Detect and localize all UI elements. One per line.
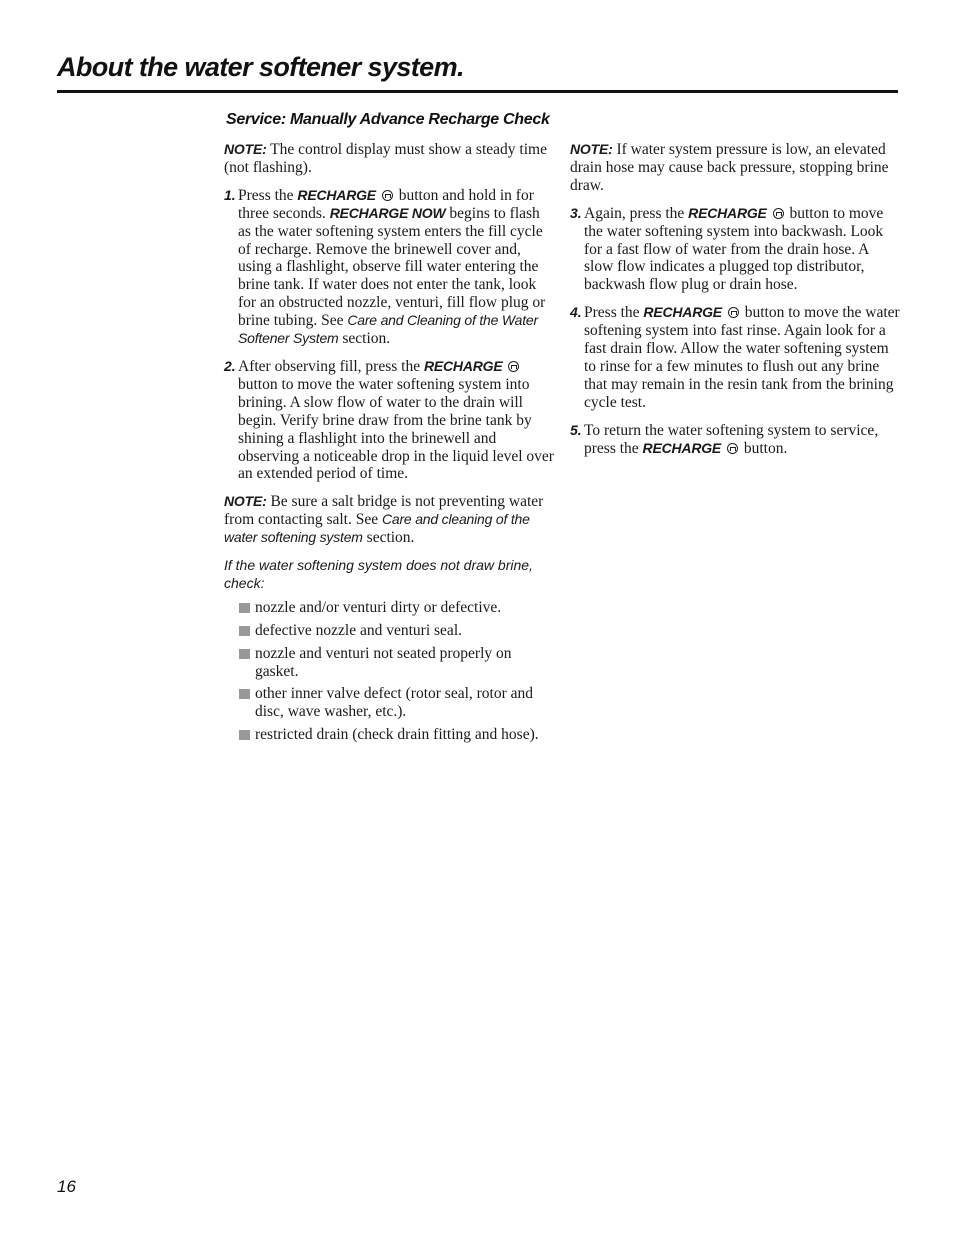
- step-number: 4.: [570, 304, 582, 321]
- list-item: [239, 645, 554, 681]
- step-5: [570, 422, 900, 458]
- text-run: button to move the water softening system into fast rinse. Again look for a fast drain flow. Allow the water softening system to rinse for a few minutes to flush out any brine that may remain in the resin tank from the brining cycle test.: [584, 304, 900, 411]
- note-label: NOTE:: [224, 493, 267, 510]
- step-text: [584, 205, 900, 295]
- recharge-button-icon: [727, 443, 738, 454]
- text-run: Press the: [584, 304, 644, 322]
- list-item-text: defective nozzle and venturi seal.: [255, 621, 462, 639]
- page-title: About the water softener system.: [57, 52, 464, 82]
- step-number: 3.: [570, 204, 582, 221]
- text-run: button to move the water softening system into backwash. Look for a fast flow of water from the drain hose. A slow flow indicates a plugged top distributor, backwash flow plug or drain hose.: [584, 204, 884, 294]
- recharge-label: RECHARGE: [423, 357, 503, 374]
- list-item-text: restricted drain (check drain fitting and hose).: [255, 726, 539, 744]
- note-label: NOTE:: [570, 141, 613, 157]
- text-run: button and hold in for three seconds.: [238, 186, 534, 222]
- square-bullet-icon: [239, 689, 250, 699]
- step-number: 5.: [570, 421, 582, 438]
- step-number: 1.: [224, 186, 236, 203]
- note-text: The control display must show a steady time (not flashing).: [224, 141, 547, 176]
- list-item-text: nozzle and venturi not seated properly on gasket.: [255, 644, 512, 680]
- text-run: Be sure a salt bridge is not preventing water from contacting salt. See: [224, 493, 544, 529]
- step-3: [570, 205, 900, 295]
- step-text: [238, 358, 554, 483]
- step-text: [238, 187, 554, 348]
- recharge-button-icon: [773, 208, 784, 219]
- text-run: section.: [362, 529, 415, 547]
- text-run: section.: [338, 330, 391, 348]
- check-intro: If the water softening system does not draw brine, check:: [224, 557, 533, 591]
- text-run: begins to flash as the water softening system enters the fill cycle of recharge. Remove the brinewell cover and, using a flashlight, observe fill water entering the brine tank. If water does not enter the tank, look for an obstructed nozzle, venturi, fill flow plug or brine tubing. See: [238, 204, 546, 330]
- note-display: [224, 141, 554, 177]
- recharge-label: RECHARGE: [688, 204, 767, 221]
- header-rule: [57, 90, 898, 93]
- square-bullet-icon: [239, 603, 250, 613]
- recharge-button-icon: [728, 307, 739, 318]
- text-run: button.: [739, 439, 788, 457]
- square-bullet-icon: [239, 730, 250, 740]
- recharge-now-label: RECHARGE NOW: [329, 204, 446, 221]
- step-2: [224, 358, 554, 483]
- list-item-text: other inner valve defect (rotor seal, rotor and disc, wave washer, etc.).: [255, 685, 534, 721]
- left-column: [224, 141, 554, 749]
- list-item: [239, 599, 554, 617]
- note-salt-bridge: [224, 493, 554, 547]
- square-bullet-icon: [239, 649, 250, 659]
- check-list: [224, 599, 554, 744]
- step-number: 2.: [224, 357, 236, 374]
- square-bullet-icon: [239, 626, 250, 636]
- text-run: Press the: [238, 186, 298, 204]
- text-run: button to move the water softening system into brining. A slow flow of water to the drain will begin. Verify brine draw from the brine tank by shining a flashlight into the brinewell and observing a noticeable drop in the liquid level over an extended period of time.: [238, 375, 554, 483]
- step-4: [570, 304, 900, 411]
- recharge-label: RECHARGE: [642, 439, 722, 456]
- reference-care-cleaning: Care and cleaning of the water softening system: [224, 511, 530, 546]
- text-run: To return the water softening system to service, press the: [584, 421, 879, 457]
- recharge-button-icon: [508, 361, 519, 372]
- recharge-button-icon: [382, 190, 393, 201]
- list-item: [239, 726, 554, 744]
- right-column: [570, 141, 900, 468]
- list-item: [239, 622, 554, 640]
- reference-care-cleaning: Care and Cleaning of the Water Softener System: [238, 312, 538, 347]
- list-item-text: nozzle and/or venturi dirty or defective.: [255, 598, 502, 616]
- note-text: If water system pressure is low, an elevated drain hose may cause back pressure, stopping brine draw.: [570, 141, 889, 194]
- page-number: 16: [57, 1177, 76, 1196]
- note-label: NOTE:: [224, 141, 267, 157]
- step-text: [584, 422, 900, 458]
- list-item: [239, 685, 554, 721]
- recharge-label: RECHARGE: [297, 186, 376, 203]
- step-text: [584, 304, 900, 411]
- step-1: [224, 187, 554, 348]
- text-run: After observing fill, press the: [238, 357, 424, 375]
- section-heading: Service: Manually Advance Recharge Check: [226, 111, 550, 128]
- text-run: Again, press the: [584, 204, 689, 222]
- recharge-label: RECHARGE: [643, 304, 722, 321]
- note-pressure: [570, 141, 900, 195]
